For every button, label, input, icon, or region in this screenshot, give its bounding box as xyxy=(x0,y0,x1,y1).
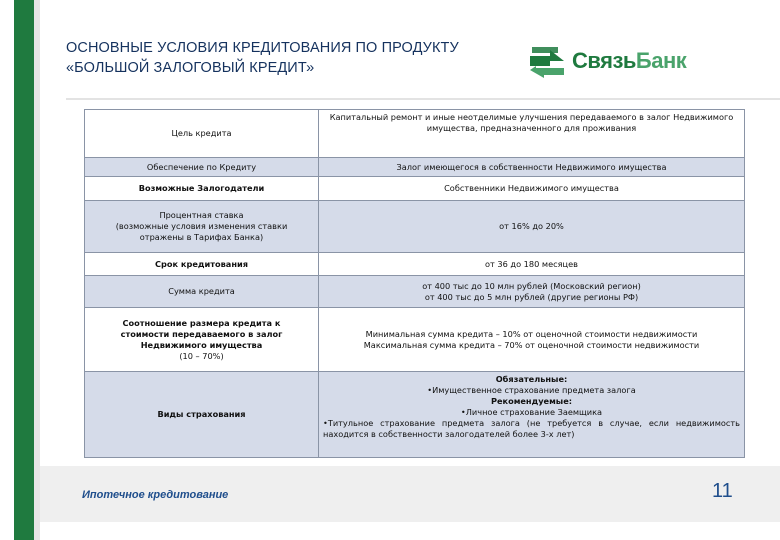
insurance-item-text: Имущественное страхование предмета залога xyxy=(432,385,636,395)
insurance-cell xyxy=(319,372,745,458)
insurance-item: •Имущественное страхование предмета залога xyxy=(427,385,636,395)
page-title xyxy=(66,38,506,78)
row-value: Залог имеющегося в собственности Недвижимого имущества xyxy=(319,158,745,177)
row-value-line: Максимальная сумма кредита – 70% от оценочной стоимости недвижимости xyxy=(363,339,700,350)
footer-label: Ипотечное кредитование xyxy=(82,489,229,501)
row-label xyxy=(85,201,319,253)
row-label-line: стоимости передаваемого в залог xyxy=(120,328,283,339)
table-row xyxy=(85,372,745,458)
logo-text-part2: Банк xyxy=(635,48,687,73)
bank-logo xyxy=(528,42,686,80)
insurance-item-text: Титульное страхование предмета залога (не требуется в случае, если недвижимость находится в собственности залогодателей более 3-х лет) xyxy=(323,418,740,439)
page-title-line-2: «БОЛЬШОЙ ЗАЛОГОВЫЙ КРЕДИТ» xyxy=(66,60,315,76)
insurance-mandatory-title: Обязательные: xyxy=(495,374,568,384)
row-value: Собственники Недвижимого имущества xyxy=(319,177,745,201)
row-label-line: (10 – 70%) xyxy=(179,350,224,361)
page-number: 11 xyxy=(712,480,733,502)
row-value-line: от 400 тыс до 10 млн рублей (Московский регион) xyxy=(422,280,641,291)
table-row xyxy=(85,308,745,372)
row-label xyxy=(85,308,319,372)
conditions-table xyxy=(84,109,745,458)
row-value: Капитальный ремонт и иные неотделимые улучшения передаваемого в залог Недвижимого имущества, предназначенного для проживания xyxy=(319,110,745,158)
left-margin-strip xyxy=(0,0,14,540)
row-value xyxy=(319,276,745,308)
table-row xyxy=(85,158,745,177)
insurance-item: •Личное страхование Заемщика xyxy=(460,407,603,417)
page-title-line-1: ОСНОВНЫЕ УСЛОВИЯ КРЕДИТОВАНИЯ ПО ПРОДУКТУ xyxy=(66,40,459,56)
left-green-bar xyxy=(14,0,34,540)
table-row xyxy=(85,276,745,308)
insurance-recommended-title: Рекомендуемые: xyxy=(490,396,573,406)
row-label: Сумма кредита xyxy=(85,276,319,308)
row-label: Срок кредитования xyxy=(85,253,319,276)
row-label-line: отражены в Тарифах Банка) xyxy=(139,232,264,242)
header-divider xyxy=(66,98,780,100)
row-value: от 16% до 20% xyxy=(319,201,745,253)
left-gray-bar xyxy=(34,0,40,540)
row-label: Возможные Залогодатели xyxy=(85,177,319,201)
bank-logo-text xyxy=(572,48,686,74)
row-label-line: Недвижимого имущества xyxy=(140,339,263,350)
insurance-item: •Титульное страхование предмета залога (не требуется в случае, если недвижимость находится в собственности залогодателей более 3-х лет) xyxy=(323,418,740,439)
row-value-line: Минимальная сумма кредита – 10% от оценочной стоимости недвижимости xyxy=(365,328,698,339)
insurance-item-text: Личное страхование Заемщика xyxy=(465,407,603,417)
row-label-line: (возможные условия изменения ставки xyxy=(115,221,288,231)
logo-text-part1: Связь xyxy=(572,48,636,73)
svyazbank-logo-mark-icon xyxy=(528,42,566,80)
row-value: от 36 до 180 месяцев xyxy=(319,253,745,276)
row-value-line: от 400 тыс до 5 млн рублей (другие регионы РФ) xyxy=(424,291,639,302)
row-label: Цель кредита xyxy=(85,110,319,158)
table-row xyxy=(85,177,745,201)
row-label-line: Соотношение размера кредита к xyxy=(122,317,281,328)
row-label: Виды страхования xyxy=(85,372,319,458)
table-row xyxy=(85,110,745,158)
table-row xyxy=(85,253,745,276)
row-value xyxy=(319,308,745,372)
row-label-line: Процентная ставка xyxy=(159,210,244,220)
table-row xyxy=(85,201,745,253)
row-label: Обеспечение по Кредиту xyxy=(85,158,319,177)
